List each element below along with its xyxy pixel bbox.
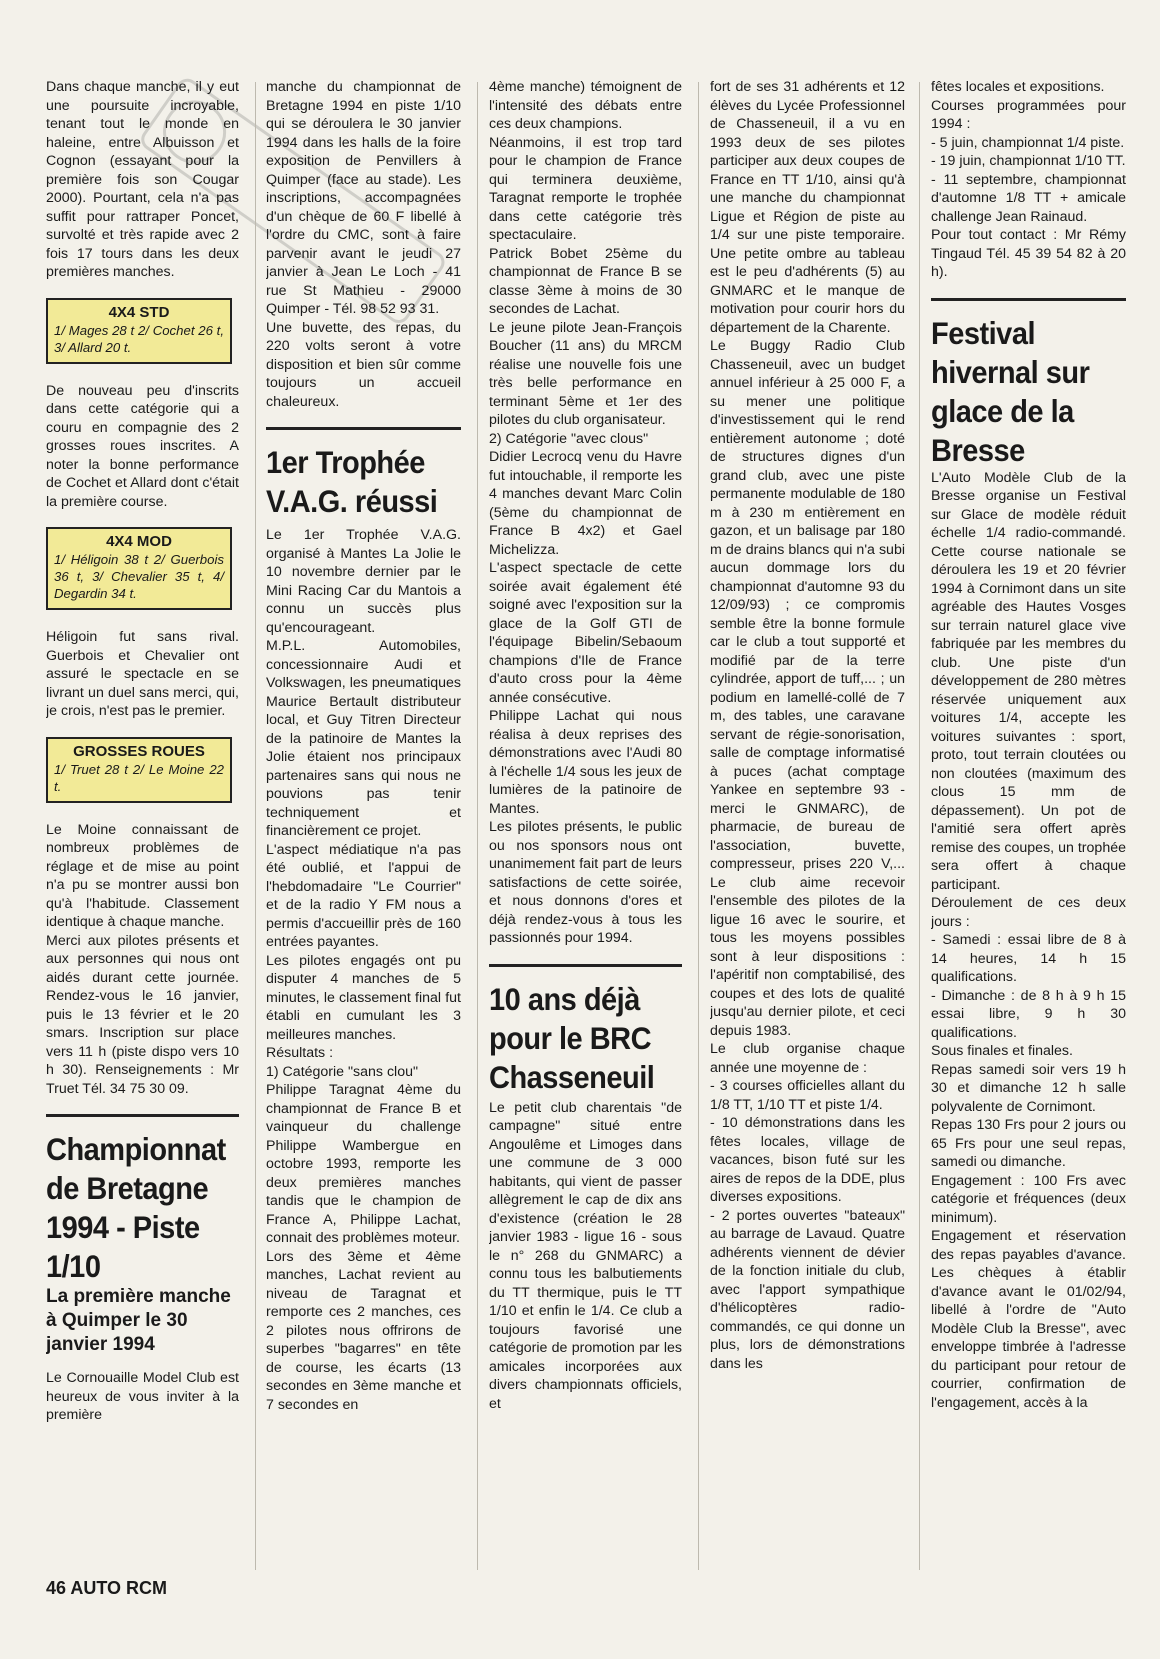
paragraph: Sous finales et finales. <box>931 1043 1073 1059</box>
paragraph: 2) Catégorie "avec clous" <box>489 430 649 447</box>
result-box-grosses-roues <box>46 737 232 803</box>
paragraph: Courses programmées pour 1994 : <box>931 97 1126 132</box>
paragraph: L'aspect médiatique n'a pas été oublié, et l'appui de l'hebdomadaire "Le Courrier" et de la radio Y FM nous a permis d'accueillir près de 160 entrées payantes. <box>266 841 461 950</box>
paragraph: Résultats : <box>266 1045 334 1061</box>
column-divider <box>255 82 256 1570</box>
section-rule <box>46 1114 239 1117</box>
paragraph: Repas 130 Frs pour 2 jours ou 65 Frs pour une seul repas, samedi ou dimanche. <box>931 1117 1126 1170</box>
section-rule <box>489 964 682 967</box>
paragraph: - 2 portes ouvertes "bateaux" au barrage de Lavaud. Quatre adhérents viennent de dévier de la fonction initiale du club, avec l'apport sympathique d'hélicoptères radio-commandés, ce qui donne un plus, lors de démonstrations dans les <box>710 1207 905 1372</box>
column-4 <box>710 78 905 1578</box>
result-box-4x4-mod <box>46 527 232 610</box>
paragraph: Le 1er Trophée V.A.G. organisé à Mantes La Jolie le 10 novembre dernier par le Mini Racing Car du Mantois a connu un succès plus qu'encourageant. <box>266 527 461 636</box>
column-divider <box>919 82 920 1570</box>
result-box-4x4-std <box>46 298 232 364</box>
paragraph: Déroulement de ces deux jours : <box>931 895 1126 930</box>
paragraph: - Samedi : essai libre de 8 à 14 heures, 14 h 15 qualifications. <box>931 932 1126 985</box>
paragraph: Didier Lecrocq venu du Havre fut intouchable, il remporte les 4 manches devant Marc Colin (5ème du championnat de France B 4x2) et Gael Michelizza. <box>489 449 682 558</box>
paragraph: Merci aux pilotes présents et aux personnes qui nous ont aidés durant cette journée. Rendez-vous le 16 janvier, puis le 13 février et le 20 smars. Inscription sur place vers 11 h (piste dispo vers 10 h 30). Renseignements : Mr Truet Tél. 34 75 30 09. <box>46 932 239 1097</box>
section-rule <box>266 427 461 430</box>
paragraph: Une buvette, des repas, du 220 volts seront à votre disposition et bien sûr comme toujours un accueil chaleureux. <box>266 319 461 410</box>
result-box-body: 1/ Truet 28 t 2/ Le Moine 22 t. <box>54 761 224 794</box>
paragraph: - Dimanche : de 8 h à 9 h 15 essai libre, 9 h 30 qualifications. <box>931 987 1126 1041</box>
paragraph: 4ème manche) témoignent de l'intensité des débats entre ces deux champions. <box>489 79 682 132</box>
article-heading: 10 ans déjà pour le BRC Chasseneuil <box>489 982 655 1095</box>
paragraph: Néanmoins, il est trop tard pour le champion de France qui terminera deuxième, Taragnat remporte le trophée dans cette catégorie très spectaculaire. <box>489 134 682 243</box>
paragraph: - 5 juin, championnat 1/4 piste. <box>931 134 1125 151</box>
paragraph: Le Cornouaille Model Club est heureux de vous inviter à la première <box>46 1370 239 1423</box>
column-1 <box>46 78 239 1578</box>
result-box-title: 4X4 STD <box>108 303 170 321</box>
paragraph: fort de ses 31 adhérents et 12 élèves du Lycée Professionnel de Chasseneuil, il a vu en 1993 deux de ses pilotes participer aux deux coupes de France en TT 1/10, ainsi qu'à une manche du championnat Ligue et Région de piste au 1/4 sur une piste temporaire. Une petite ombre au tableau est le peu d'adhérents (5) au GNMARC et le manque de motivation pour courir hors du département de la Charente. <box>710 79 905 336</box>
column-divider <box>477 82 478 1570</box>
paragraph: Engagement et réservation des repas payables d'avance. Les chèques à établir d'avance avant le 01/02/94, libellé à l'ordre de "Auto Modèle Club la Bresse", avec enveloppe timbrée à l'adresse du participant pour retour de courrier, confirmation de l'engagement, accès à la <box>931 1228 1126 1411</box>
result-box-body: 1/ Mages 28 t 2/ Cochet 26 t, 3/ Allard 20 t. <box>54 322 224 355</box>
paragraph: L'aspect spectacle de cette soirée avait également été soigné avec l'exposition sur la glace de la Golf GTI de l'équipage Bibelin/Sebaoum champions d'Ile de France d'auto cross pour la 4ème année consécutive. <box>489 560 682 706</box>
paragraph: Philippe Taragnat 4ème du championnat de France B et vainqueur du challenge Philippe Wambergue en octobre 1993, remporte les deux premières manches tandis que le champion de France A, Philippe Lachat, connait des problèmes moteur. <box>266 1082 461 1246</box>
section-rule <box>931 298 1126 301</box>
paragraph: - 3 courses officielles allant du 1/8 TT, 1/10 TT et piste 1/4. <box>710 1078 905 1113</box>
paragraph: De nouveau peu d'inscrits dans cette catégorie qui a couru en compagnie des 2 grosses roues inscrites. A noter la bonne performance de Cochet et Allard dont c'était la première course. <box>46 382 239 510</box>
paragraph: Le Moine connaissant de nombreux problèmes de réglage et de mise au point n'a pu se montrer aussi bon qu'à l'habitude. Classement identique à chaque manche. <box>46 821 239 930</box>
article-subheading: La première manche à Quimper le 30 janvier 1994 <box>46 1286 231 1355</box>
column-2 <box>266 78 461 1578</box>
paragraph: Pour tout contact : Mr Rémy Tingaud Tél. 45 39 54 82 à 20 h). <box>931 227 1126 280</box>
paragraph: Engagement : 100 Frs avec catégorie et fréquences (deux minimum). <box>931 1172 1126 1226</box>
paragraph: Repas samedi soir vers 19 h 30 et dimanche 12 h salle polyvalente de Cornimont. <box>931 1061 1126 1115</box>
paragraph: Le Buggy Radio Club Chasseneuil, avec un budget annuel inférieur à 25 000 F, a su mener une politique d'investissement qui le rend entièrement autonome ; doté de structures dignes d'un grand club, avec une piste permanente modulable de 180 m à 230 m entièrement en gazon, et un balisage par 180 m de drains blancs qui n'a subi aucun dommage lors du championnat d'automne 93 du 12/09/93) ; ce compromis semble être la bonne formule car le club a tout supporté et modifié par de la terre cylindrée, apport de tuff,... ; un podium en lamellé-collé de 7 m, des tables, une caravane servant de régie-sonorisation, salle de comptage informatisé à puces (achat comptage Yankee en septembre 93 - merci le GNMARC), de pharmacie, de bureau de l'association, buvette, compresseur, prises 220 V,... Le club aime recevoir l'ensemble des pilotes de la ligue 16 avec le sourire, et tous les moyens possibles sont à leur dispositions : l'apéritif non comptabilisé, des coupes et des lots de qualité jusqu'au dernier pilote, et ceci depuis 1983. <box>710 338 905 1039</box>
paragraph: Les pilotes engagés ont pu disputer 4 manches de 5 minutes, le classement final fut établi en cumulant les 3 meilleures manches. <box>266 952 461 1043</box>
paragraph: Philippe Lachat qui nous réalisa à deux reprises des démonstrations avec l'Audi 80 à l'échelle 1/4 sous les jeux de lumières de la patinoire de Mantes. <box>489 708 682 817</box>
article-heading: 1er Trophée V.A.G. réussi <box>266 446 438 520</box>
result-box-title: 4X4 MOD <box>106 533 172 550</box>
paragraph: 1) Catégorie "sans clou" <box>266 1063 419 1080</box>
paragraph: L'Auto Modèle Club de la Bresse organise un Festival sur Glace de modèle réduit échelle 1/4 radio-commandé. Cette course nationale se déroulera les 19 et 20 février 1994 à Cornimont dans un site agréable des Hautes Vosges sur terrain naturel glace vive fabriquée par les membres du club. Une piste d'un développement de 280 mètres réservée uniquement aux voitures 1/4, accepte les voitures suivantes : sport, proto, tout terrain cloutées ou non cloutées (maximum des clous 15 mm de dépassement). Un pot de l'amitié sera offert après remise des coupes, un trophée sera offert à chaque participant. <box>931 469 1126 893</box>
result-box-title: GROSSES ROUES <box>73 742 205 760</box>
paragraph: M.P.L. Automobiles, concessionnaire Audi et Volkswagen, les pneumatiques Maurice Bertault distributeur local, et Guy Titren Directeur de la patinoire de Mantes la Jolie étaient nos principaux partenaires sans qui nous ne pouvions pas tenir techniquement et financièrement ce projet. <box>266 638 461 839</box>
paragraph: - 10 démonstrations dans les fêtes locales, village de vacances, bison futé sur les aires de repos de la DDE, plus diverses expositions. <box>710 1115 905 1205</box>
column-divider <box>698 82 699 1570</box>
paragraph: Patrick Bobet 25ème du championnat de France B se classe 3ème à moins de 30 secondes de Lachat. <box>489 245 682 317</box>
paragraph: manche du championnat de Bretagne 1994 en piste 1/10 qui se déroulera le 30 janvier 1994 dans les halls de la foire exposition de Penvillers à Quimper (face au stade). Les inscriptions, accompagnées d'un chèque de 60 F libellé à l'ordre du CMC, sont à faire parvenir avant le jeudi 27 janvier à Jean Le Loch - 41 rue St Mathieu - 29000 Quimper - Tél. 98 52 93 31. <box>266 79 461 317</box>
paragraph: Le petit club charentais "de campagne" situé entre Angoulême et Limoges dans une commune de 3 000 habitants, qui vient de passer allègrement le cap de dix ans d'existence (création le 28 janvier 1983 - ligue 16 - sous le n° 268 du GNMARC) a connu tous les balbutiements du TT thermique, puis le TT 1/10 et enfin le 1/4. Ce club a toujours favorisé une catégorie de promotion par les amicales incorporées aux divers championnats officiels, et <box>489 1099 682 1412</box>
column-5 <box>931 78 1126 1578</box>
paragraph: Le jeune pilote Jean-François Boucher (11 ans) du MRCM réalise une nouvelle fois une très belle performance en terminant 5ème et 1er des pilotes du club organisateur. <box>489 319 682 428</box>
paragraph: - 11 septembre, championnat d'automne 1/8 TT + amicale challenge Jean Rainaud. <box>931 171 1126 225</box>
paragraph: Héligoin fut sans rival. Guerbois et Chevalier ont assuré le spectacle en se livrant un duel sans merci, qui, je crois, n'est pas le premier. <box>46 629 239 719</box>
result-box-body: 1/ Héligoin 38 t 2/ Guerbois 36 t, 3/ Chevalier 35 t, 4/ Degardin 34 t. <box>54 552 224 601</box>
paragraph: Dans chaque manche, il y eut une poursuite incroyable, tenant tout le monde en haleine, entre Albuisson et Cognon (essayant pour la première fois son Cougar 2000). Pourtant, cela n'a pas suffit pour rattraper Poncet, survolté et très rapide avec 2 fois 17 tours dans les deux premières manches. <box>46 79 239 280</box>
article-heading: Championnat de Bretagne 1994 - Piste 1/10 <box>46 1133 226 1285</box>
paragraph: Lors des 3ème et 4ème manches, Lachat revient au niveau de Taragnat et remporte ces 2 manches, ces 2 pilotes nous offrirons de superbes "bagarres" en tête de course, les écarts (13 secondes en 3ème manche et 7 secondes en <box>266 1248 461 1413</box>
paragraph: Le club organise chaque année une moyenne de : <box>710 1041 905 1076</box>
page-footer: 46 AUTO RCM <box>46 1578 168 1598</box>
paragraph: - 19 juin, championnat 1/10 TT. <box>931 153 1126 169</box>
article-heading: Festival hivernal sur glace de la Bresse <box>931 316 1090 468</box>
paragraph: fêtes locales et expositions. <box>931 79 1105 95</box>
paragraph: Les pilotes présents, le public ou nos sponsors nous ont unanimement fait part de leurs satisfactions de cette soirée, et nous donnons d'ores et déjà rendez-vous à tous les passionnés pour 1994. <box>489 819 682 946</box>
column-3 <box>489 78 682 1578</box>
